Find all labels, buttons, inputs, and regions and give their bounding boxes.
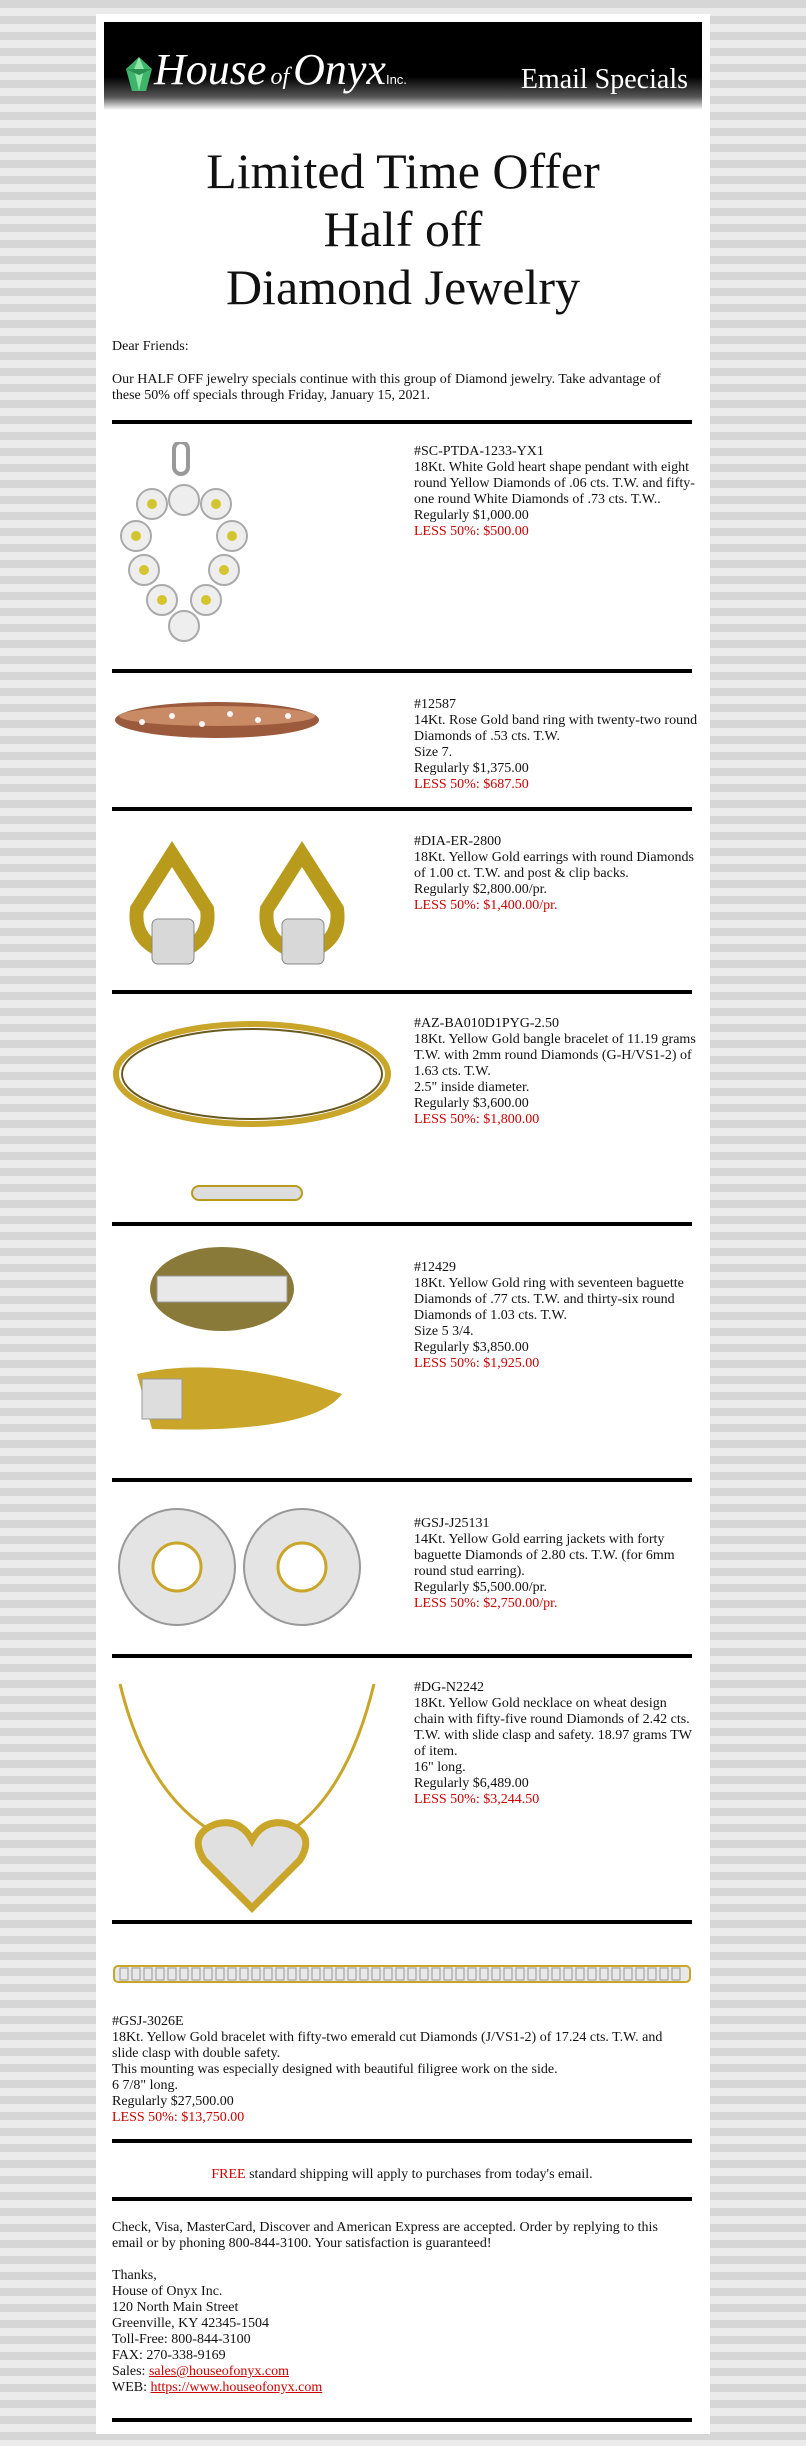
sale-price: LESS 50%: $2,750.00/pr. <box>414 1596 558 1611</box>
sales-line <box>112 2364 692 2380</box>
emerald-gem-icon <box>126 57 152 91</box>
product-detail: 18Kt. White Gold heart shape pendant with eight round Yellow Diamonds of .06 cts. T.W. and fifty-one round White Diamonds of .73 cts. T.W.. <box>414 460 695 507</box>
divider-rule <box>112 420 692 424</box>
product-detail: 18Kt. Yellow Gold bracelet with fifty-two emerald cut Diamonds (J/VS1-2) of 17.24 cts. T.W. and slide clasp with double safety. <box>112 2030 663 2061</box>
headline-line-3: Diamond Jewelry <box>225 259 581 315</box>
greeting: Dear Friends: <box>112 339 189 354</box>
product-description <box>414 834 698 914</box>
product-detail: 2.5" inside diameter. <box>414 1080 530 1095</box>
divider-rule <box>112 669 692 673</box>
email-page <box>96 14 710 2434</box>
regular-price: Regularly $2,800.00/pr. <box>414 882 547 897</box>
product-detail: 14Kt. Rose Gold band ring with twenty-two round Diamonds of .53 cts. T.W. <box>414 713 698 744</box>
regular-price: Regularly $1,375.00 <box>414 761 529 776</box>
product-detail: Size 5 3/4. <box>414 1324 474 1339</box>
regular-price: Regularly $27,500.00 <box>112 2094 234 2109</box>
regular-price: Regularly $5,500.00/pr. <box>414 1580 547 1595</box>
rose-gold-band-ring-image <box>112 698 322 748</box>
divider-rule <box>112 1222 692 1226</box>
logo-onyx: Onyx <box>293 45 386 94</box>
product-detail: 18Kt. Yellow Gold necklace on wheat design chain with fifty-five round Diamonds of 2.42 cts. T.W. with slide clasp and safety. 18.97 grams TW of item. <box>414 1696 692 1759</box>
heart-necklace-image <box>112 1676 392 1916</box>
divider-rule <box>112 2418 692 2422</box>
regular-price: Regularly $3,850.00 <box>414 1340 529 1355</box>
regular-price: Regularly $6,489.00 <box>414 1776 529 1791</box>
intro-text: Our HALF OFF jewelry specials continue with this group of Diamond jewelry. Take advantage of these 50% off specials through Friday, January 15, 2021. <box>112 372 661 403</box>
product-sku: #GSJ-3026E <box>112 2014 184 2029</box>
sale-price: LESS 50%: $500.00 <box>414 524 529 539</box>
product-description <box>414 1516 698 1612</box>
sale-price: LESS 50%: $687.50 <box>414 777 529 792</box>
sale-price: LESS 50%: $13,750.00 <box>112 2110 245 2125</box>
free-label: FREE <box>211 2167 246 2182</box>
product-sku: #DG-N2242 <box>414 1680 484 1695</box>
sale-price: LESS 50%: $1,925.00 <box>414 1356 540 1371</box>
baguette-ring-image <box>112 1244 372 1454</box>
divider-rule <box>112 1654 692 1658</box>
divider-rule <box>112 1920 692 1924</box>
emerald-cut-bracelet-image <box>112 1962 692 1986</box>
yellow-gold-earrings-image <box>112 834 372 984</box>
product-detail: 18Kt. Yellow Gold earrings with round Diamonds of 1.00 ct. T.W. and post & clip backs. <box>414 850 694 881</box>
divider-rule <box>112 2197 692 2201</box>
payment-text: Check, Visa, MasterCard, Discover and American Express are accepted. Order by replying to this email or by phoning 800-844-3100. Your satisfaction is guaranteed! <box>112 2220 658 2251</box>
product-description <box>414 1680 698 1808</box>
sale-price: LESS 50%: $3,244.50 <box>414 1792 540 1807</box>
email-specials-title: Email Specials <box>520 64 688 95</box>
product-detail: This mounting was especially designed with beautiful filigree work on the side. <box>112 2062 558 2077</box>
header-banner <box>104 22 702 110</box>
headline <box>96 142 710 316</box>
product-description <box>112 2014 692 2126</box>
closing-section <box>112 2220 692 2396</box>
product-detail: 16" long. <box>414 1760 466 1775</box>
bangle-bracelet-image <box>112 1014 402 1214</box>
product-sku: #12587 <box>414 697 456 712</box>
earring-jackets-image <box>112 1502 372 1642</box>
headline-line-2: Half off <box>323 201 483 257</box>
address-line-2: Greenville, KY 42345-1504 <box>112 2316 269 2331</box>
regular-price: Regularly $1,000.00 <box>414 508 529 523</box>
divider-rule <box>112 2139 692 2143</box>
logo <box>154 44 407 95</box>
product-sku: #AZ-BA010D1PYG-2.50 <box>414 1016 560 1031</box>
product-detail: 6 7/8" long. <box>112 2078 178 2093</box>
divider-rule <box>112 1478 692 1482</box>
sales-label: Sales: <box>112 2364 149 2379</box>
fax-number: FAX: 270-338-9169 <box>112 2348 226 2363</box>
divider-rule <box>112 990 692 994</box>
product-detail: 14Kt. Yellow Gold earring jackets with forty baguette Diamonds of 2.80 cts. T.W. (for 6mm round stud earring). <box>414 1532 675 1579</box>
divider-rule <box>112 807 692 811</box>
product-detail: Size 7. <box>414 745 453 760</box>
website-link[interactable]: https://www.houseofonyx.com <box>150 2380 323 2395</box>
product-description <box>414 1260 698 1372</box>
address-line-1: 120 North Main Street <box>112 2300 239 2315</box>
sale-price: LESS 50%: $1,800.00 <box>414 1112 540 1127</box>
sale-price: LESS 50%: $1,400.00/pr. <box>414 898 558 913</box>
logo-inc: Inc. <box>385 72 407 87</box>
product-detail: 18Kt. Yellow Gold ring with seventeen baguette Diamonds of .77 cts. T.W. and thirty-six round Diamonds of 1.03 cts. T.W. <box>414 1276 684 1323</box>
company-name: House of Onyx Inc. <box>112 2284 223 2299</box>
product-description <box>414 1016 698 1128</box>
product-description <box>414 444 698 540</box>
shipping-text: standard shipping will apply to purchases from today's email. <box>245 2167 593 2182</box>
logo-house: House <box>154 45 267 94</box>
product-sku: #GSJ-J25131 <box>414 1516 490 1531</box>
product-sku: #SC-PTDA-1233-YX1 <box>414 444 544 459</box>
web-label: WEB: <box>112 2380 151 2395</box>
logo-of: of <box>270 64 290 90</box>
headline-line-1: Limited Time Offer <box>206 143 600 199</box>
web-line <box>112 2380 692 2396</box>
product-sku: #12429 <box>414 1260 456 1275</box>
sales-email-link[interactable]: sales@houseofonyx.com <box>148 2364 289 2379</box>
product-detail: 18Kt. Yellow Gold bangle bracelet of 11.19 grams T.W. with 2mm round Diamonds (G-H/VS1-2) of 1.63 cts. T.W. <box>414 1032 696 1079</box>
product-description <box>414 697 698 793</box>
thanks-text: Thanks, <box>112 2268 157 2283</box>
toll-free-phone: Toll-Free: 800-844-3100 <box>112 2332 251 2347</box>
heart-pendant-image <box>112 442 262 652</box>
regular-price: Regularly $3,600.00 <box>414 1096 529 1111</box>
shipping-notice <box>112 2167 692 2183</box>
product-sku: #DIA-ER-2800 <box>414 834 502 849</box>
